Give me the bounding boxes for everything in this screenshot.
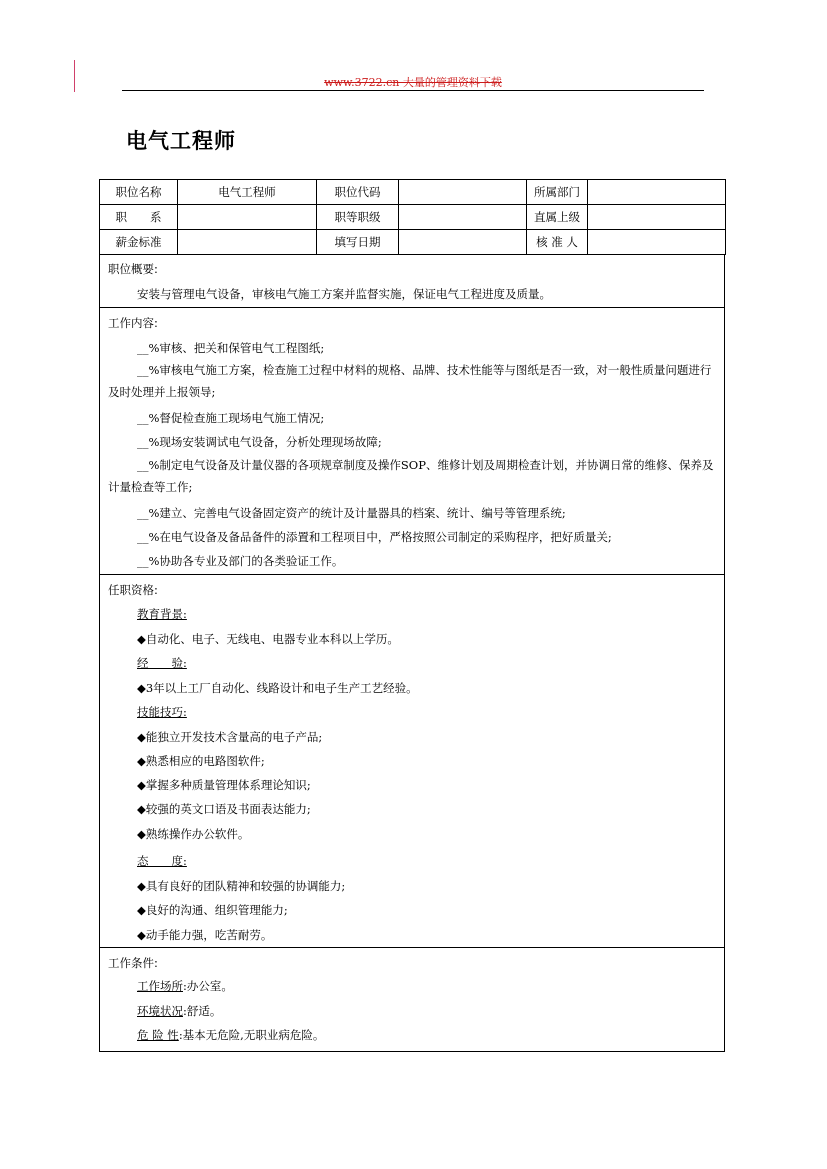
condition-label: 环境状况 xyxy=(137,1004,183,1018)
label-fill-date: 填写日期 xyxy=(317,230,399,255)
margin-mark xyxy=(74,60,75,92)
table-row xyxy=(100,180,726,205)
page-title: 电气工程师 xyxy=(126,129,236,153)
education-label: 教育背景: xyxy=(137,607,187,621)
attitude-label: 态 度: xyxy=(137,854,187,868)
list-item: ◆能独立开发技术含量高的电子产品; xyxy=(137,730,323,744)
skills-label: 技能技巧: xyxy=(137,705,187,719)
conditions-title: 工作条件: xyxy=(108,956,158,970)
list-item: ◆掌握多种质量管理体系理论知识; xyxy=(137,778,311,792)
header-rule xyxy=(122,90,704,91)
value-department xyxy=(588,180,726,205)
list-item: __%审核电气施工方案，检查施工过程中材料的规格、品牌、技术性能等与图纸是否一致，对一般性质量问题进行及时处理并上报领导; xyxy=(108,363,712,399)
condition-item xyxy=(137,978,716,994)
value-fill-date xyxy=(399,230,527,255)
value-position-name: 电气工程师 xyxy=(178,180,317,205)
list-item: ◆较强的英文口语及书面表达能力; xyxy=(137,802,311,816)
label-approver: 核 准 人 xyxy=(527,230,588,255)
list-item: __%在电气设备及备品备件的添置和工程项目中，严格按照公司制定的采购程序，把好质量关; xyxy=(137,530,612,544)
overview-text: 安装与管理电气设备，审核电气施工方案并监督实施，保证电气工程进度及质量。 xyxy=(137,287,551,301)
label-department: 所属部门 xyxy=(527,180,588,205)
experience-label: 经 验: xyxy=(137,656,187,670)
condition-label: 危 险 性 xyxy=(137,1028,179,1042)
condition-label: 工作场所 xyxy=(137,979,183,993)
qualifications-section xyxy=(99,575,725,948)
info-table xyxy=(99,179,726,255)
condition-value: :舒适。 xyxy=(183,1004,222,1018)
label-position-code: 职位代码 xyxy=(317,180,399,205)
list-item: __%督促检查施工现场电气施工情况; xyxy=(137,411,325,425)
label-grade: 职等职级 xyxy=(317,205,399,230)
conditions-section xyxy=(99,948,725,1052)
table-row xyxy=(100,205,726,230)
list-item: __%现场安装调试电气设备，分析处理现场故障; xyxy=(137,435,382,449)
duties-section xyxy=(99,308,725,575)
list-item: ◆熟练操作办公软件。 xyxy=(137,827,250,841)
value-grade xyxy=(399,205,527,230)
value-approver xyxy=(588,230,726,255)
list-item: __%制定电气设备及计量仪器的各项规章制度及操作SOP、维修计划及周期检查计划，并协调日常的维修、保养及计量检查等工作; xyxy=(108,458,714,494)
condition-item xyxy=(137,1003,716,1019)
list-item: ◆动手能力强，吃苦耐劳。 xyxy=(137,928,273,942)
label-salary: 薪金标准 xyxy=(100,230,178,255)
overview-title: 职位概要: xyxy=(108,262,158,276)
list-item: __%协助各专业及部门的各类验证工作。 xyxy=(137,554,344,568)
value-position-code xyxy=(399,180,527,205)
qualifications-title: 任职资格: xyxy=(108,583,158,597)
overview-section xyxy=(99,255,725,308)
label-job-family: 职 系 xyxy=(100,205,178,230)
condition-value: :办公室。 xyxy=(183,979,233,993)
list-item: ◆良好的沟通、组织管理能力; xyxy=(137,903,288,917)
list-item: ◆3年以上工厂自动化、线路设计和电子生产工艺经验。 xyxy=(137,681,418,695)
list-item: __%审核、把关和保管电气工程图纸; xyxy=(137,341,325,355)
label-supervisor: 直属上级 xyxy=(527,205,588,230)
label-position-name: 职位名称 xyxy=(100,180,178,205)
list-item: __%建立、完善电气设备固定资产的统计及计量器具的档案、统计、编号等管理系统; xyxy=(137,506,566,520)
list-item: ◆熟悉相应的电路图软件; xyxy=(137,754,265,768)
table-row xyxy=(100,230,726,255)
value-job-family xyxy=(178,205,317,230)
condition-value: :基本无危险,无职业病危险。 xyxy=(178,1028,325,1042)
value-salary xyxy=(178,230,317,255)
condition-item xyxy=(137,1027,716,1043)
list-item: ◆自动化、电子、无线电、电器专业本科以上学历。 xyxy=(137,632,399,646)
duties-title: 工作内容: xyxy=(108,316,158,330)
value-supervisor xyxy=(588,205,726,230)
list-item: ◆具有良好的团队精神和较强的协调能力; xyxy=(137,879,346,893)
header-link[interactable]: www.3722.cn 大量的管理资料下载 xyxy=(324,76,502,89)
